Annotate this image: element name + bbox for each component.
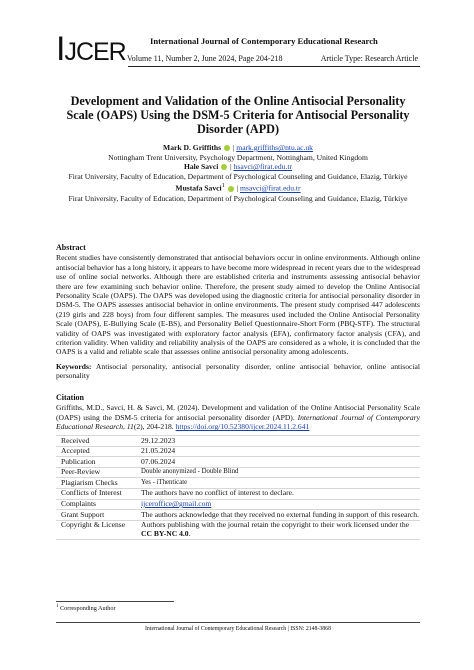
abstract-heading: Abstract <box>56 243 86 252</box>
abstract-section <box>56 243 420 357</box>
table-row: Peer-Review Double anonymized - Double Blind <box>56 467 420 478</box>
table-row: Complaints ijceroffice@gmail.com <box>56 499 420 510</box>
author-line: Hale Savci | hsavci@firat.edu.tr <box>183 162 293 172</box>
keywords-section <box>56 362 420 381</box>
header-rule <box>128 66 420 67</box>
table-row: Publication 07.06.2024 <box>56 457 420 468</box>
author-name: Hale Savci <box>183 162 219 172</box>
journal-name: International Journal of Contemporary Educational Research <box>150 36 378 46</box>
doi-link[interactable]: https://doi.org/10.52380/ijcer.2024.11.2.641 <box>175 422 310 432</box>
page-footer: International Journal of Contemporary Educational Research | ISSN: 2148-3868 <box>145 626 331 632</box>
citation-text: Griffiths, M.D., Savci, H. & Savci, M. (2024). Development and validation of the Online Antisocial Personality Scale (OAPS) using the DSM-5 criteria for antisocial personality disorder (APD). International Journal of Contemporary Educational Research, 11(2), 204-218. https://doi.org/10.52380/ijcer.2024.11.2.641 <box>56 403 420 432</box>
article-info-table <box>56 435 420 540</box>
orcid-icon[interactable] <box>228 186 234 192</box>
volume-line: Volume 11, Number 2, June 2024, Page 204-218 <box>127 54 283 63</box>
citation-section <box>56 393 420 432</box>
author-line: Mustafa Savci$^1$ | msavci@firat.edu.tr <box>175 182 301 193</box>
footnote-rule <box>56 601 174 602</box>
author-affiliation: Firat University, Faculty of Education, Department of Psychological Counseling and Guidance, Elazig, Türkiye <box>68 193 408 203</box>
journal-header <box>56 30 420 70</box>
author-name: Mark D. Griffiths <box>163 143 222 152</box>
table-row: Copyright & License Authors publishing with the journal retain the copyright to their work licensed under the CC BY-NC 4.0. <box>56 520 420 539</box>
citation-heading: Citation <box>56 393 84 402</box>
keywords-text: Antisocial personality, antisocial personality disorder, online antisocial behavior, online antisocial personality <box>56 362 420 381</box>
footnote: $^1$ Corresponding Author <box>56 604 116 613</box>
footer-rule <box>56 622 420 623</box>
author-affiliation: Nottingham Trent University, Psychology Department, Nottingham, United Kingdom <box>108 152 368 162</box>
table-row: Received 29.12.2023 <box>56 436 420 447</box>
author-line: Mark D. Griffiths | mark.griffiths@ntu.ac.uk <box>163 143 313 152</box>
orcid-icon[interactable] <box>224 145 230 151</box>
complaints-email[interactable]: ijceroffice@gmail.com <box>141 499 420 510</box>
journal-logo: IJCER <box>56 30 126 68</box>
table-row: Conflicts of Interest The authors have no conflict of interest to declare. <box>56 488 420 499</box>
table-row: Plagiarism Checks Yes - iThenticate <box>56 478 420 489</box>
abstract-text: Recent studies have consistently demonstrated that antisocial behaviors occur in online environments. Although online antisocial behavior has a long history, it appears to have become more widespread in recent years due to the widespread use of online social networks. Although there are established criteria and instruments assessing antisocial behavior there are few examining such behavior online. Therefore, the present study aimed to develop the Online Antisocial Personality Scale (OAPS). The OAPS was developed using the diagnostic criteria for antisocial personality disorder in DSM-5. The OAPS assesses antisocial behavior in online environments. The present study comprised 447 adolescents (219 girls and 228 boys) from four different samples. The measures used included the Online Antisocial Personality Scale (OAPS), E-Bullying Scale (E-BS), and Personality Belief Questionnaire-Short Form (PBQ-STF). The structural validity of OAPS was investigated with exploratory factor analysis (EFA), confirmatory factor analysis (CFA), and criterion validity. When validity and reliability analysis of the OAPS are considered as a whole, it is concluded that the OAPS is a valid and reliable scale that assesses online antisocial personality among adolescents. <box>56 253 420 357</box>
orcid-icon[interactable] <box>221 164 227 170</box>
article-type: Article Type: Research Article <box>320 54 418 63</box>
table-row: Grant Support The authors acknowledge that they received no external funding in support of this research. <box>56 510 420 521</box>
author-footnote-mark: 1 <box>221 182 225 190</box>
author-affiliation: Firat University, Faculty of Education, Department of Psychological Counseling and Guidance, Elazig, Türkiye <box>68 171 408 181</box>
author-email[interactable]: msavci@firat.edu.tr <box>240 183 301 193</box>
author-email[interactable]: hsavci@firat.edu.tr <box>233 162 293 172</box>
keywords-label: Keywords: <box>56 362 92 371</box>
paper-title: Development and Validation of the Online Antisocial Personality Scale (OAPS) Using the DSM-5 Criteria for Antisocial Personality Disorder (APD) <box>66 94 410 136</box>
author-block <box>40 143 436 203</box>
license-name: CC BY-NC 4.0 <box>141 528 189 538</box>
author-name: Mustafa Savci <box>175 183 222 193</box>
table-row: Accepted 21.05.2024 <box>56 446 420 457</box>
author-email[interactable]: mark.griffiths@ntu.ac.uk <box>236 143 313 152</box>
